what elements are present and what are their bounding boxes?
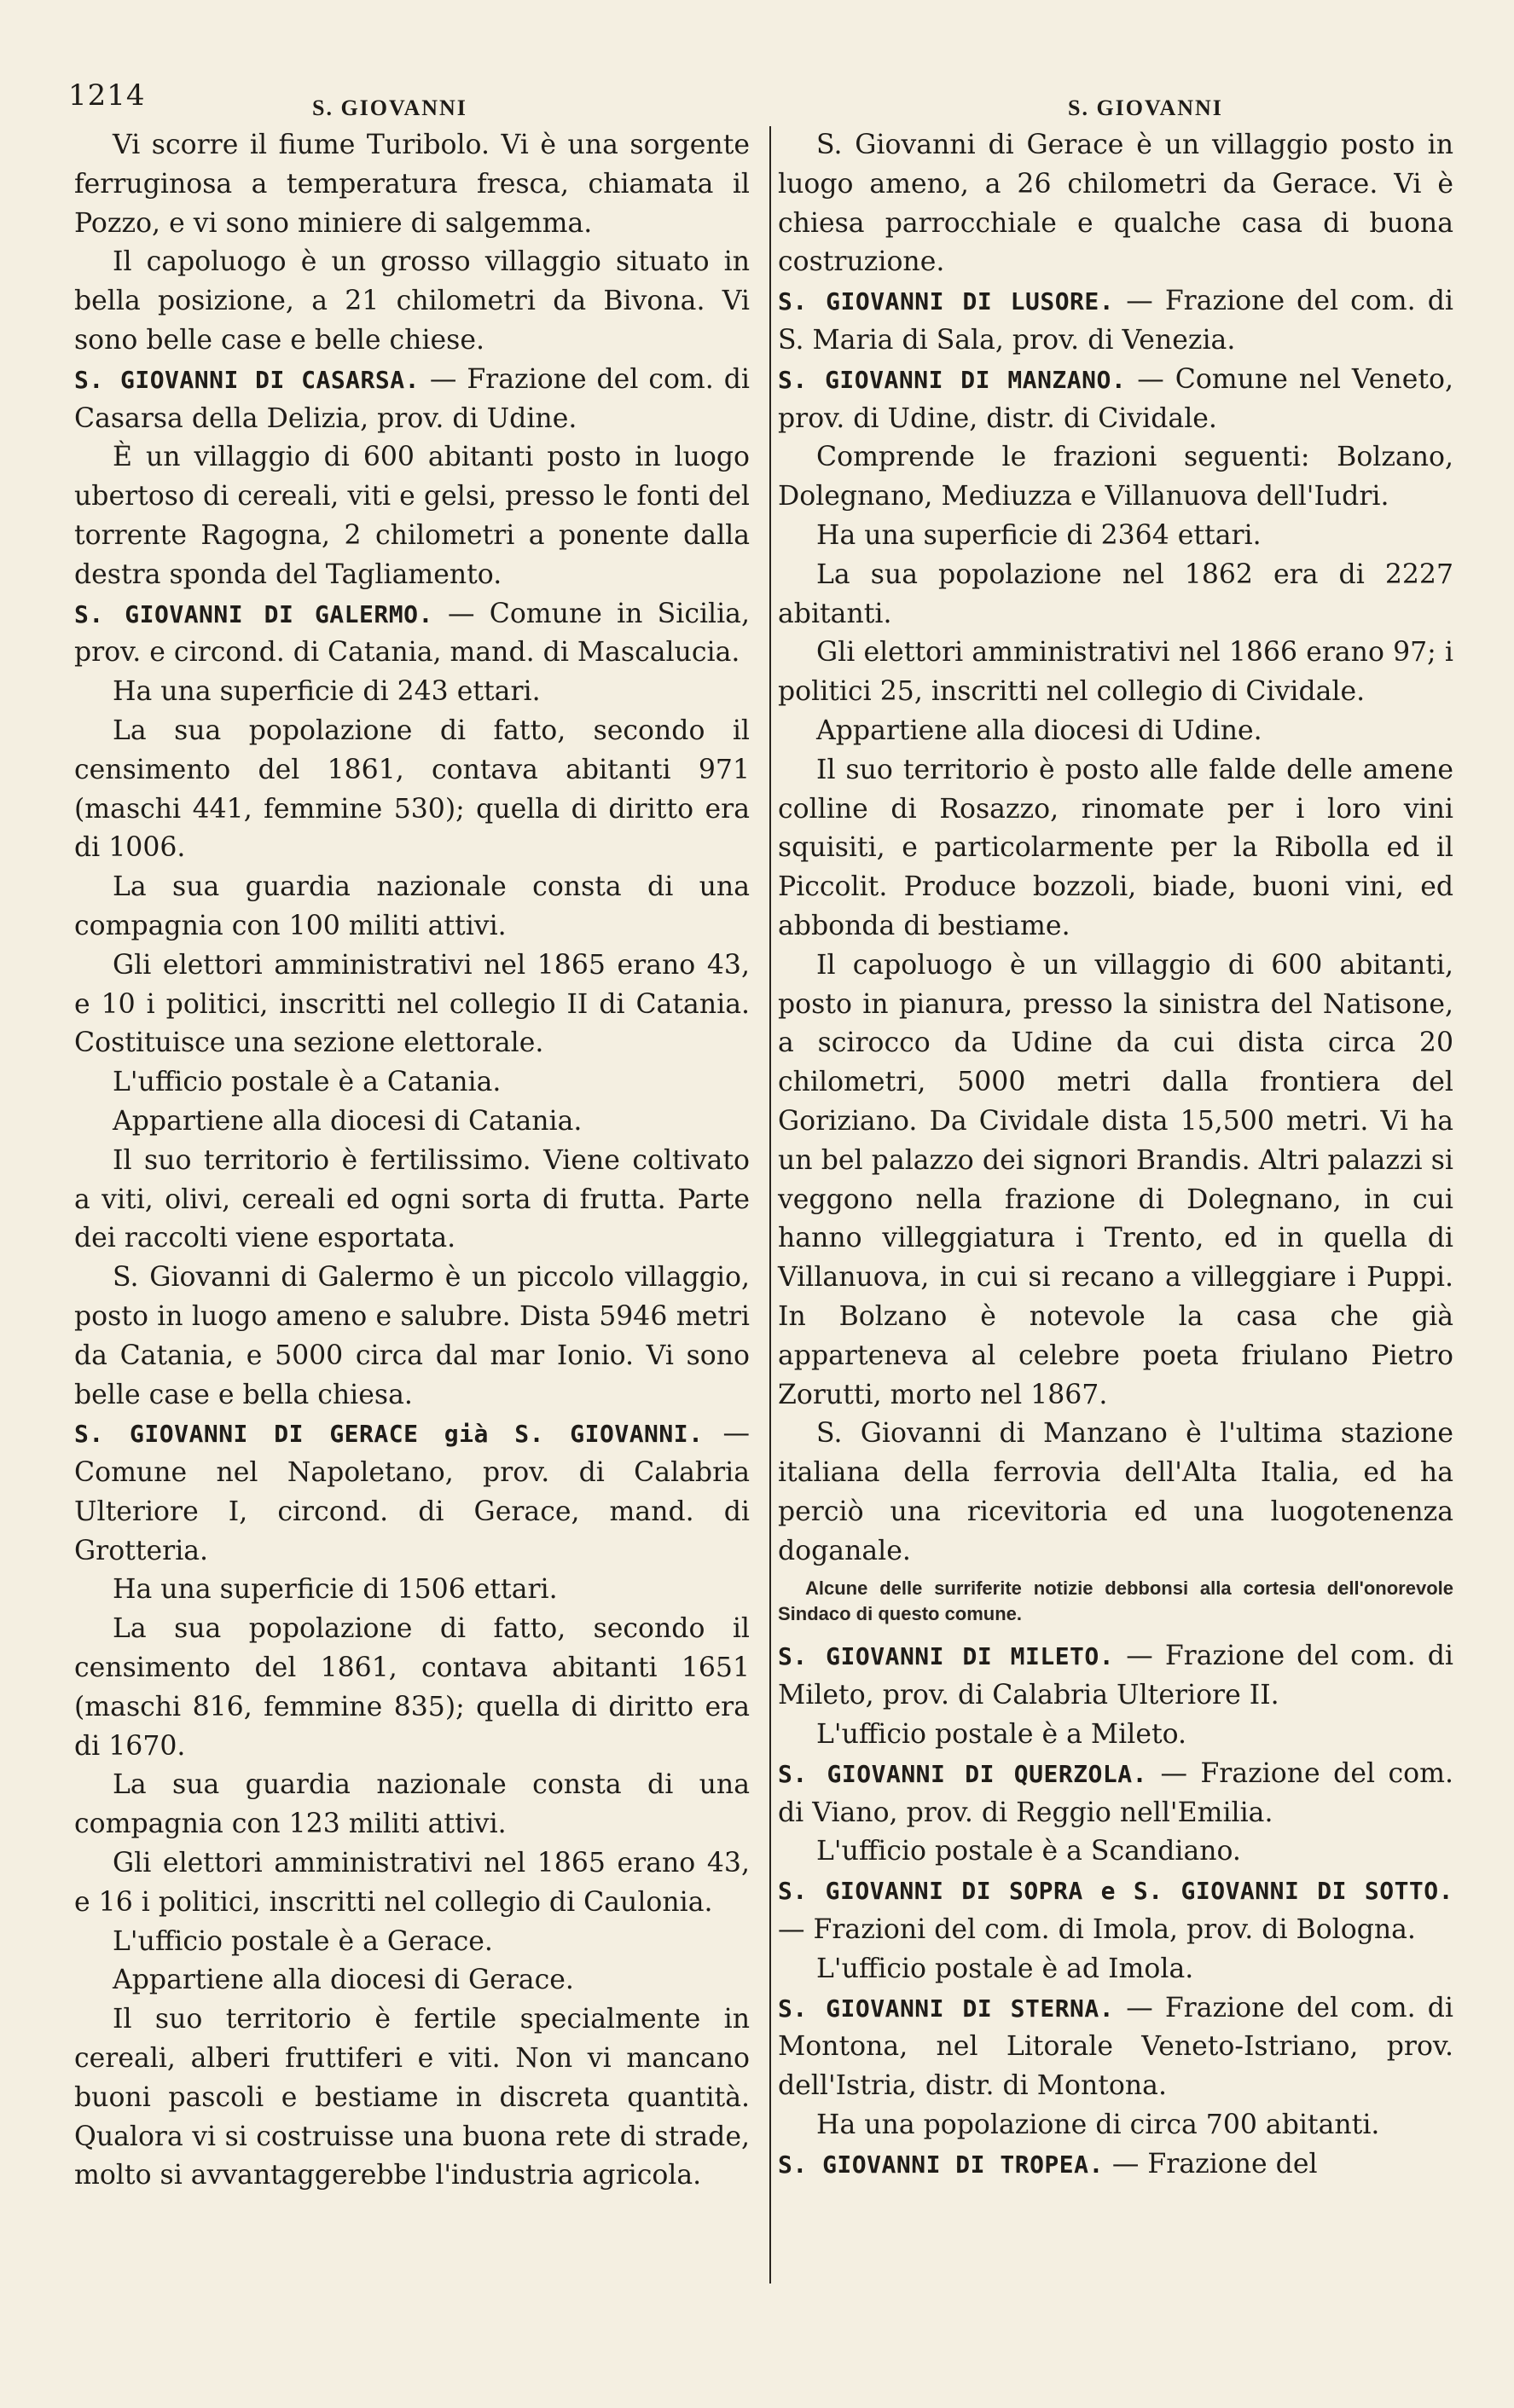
column-divider (769, 126, 771, 2284)
entry-definition: — Frazione del (1103, 2148, 1318, 2179)
body-paragraph: Gli elettori amministrativi nel 1865 erano 43, e 10 i politici, inscritti nel collegio II di Catania. Costituisce una sezione elettorale. (74, 949, 750, 1059)
right-running-head: S. GIOVANNI (1068, 96, 1223, 120)
entry-definition: — Frazione del com. di Mileto, prov. di Calabria Ulteriore II. (778, 1641, 1453, 1711)
entry-headword: S. GIOVANNI DI GALERMO. (74, 599, 433, 628)
gazetteer-entry (778, 1989, 1453, 2106)
body-paragraph: Il capoluogo è un grosso villaggio situato in bella posizione, a 21 chilometri da Bivona. Vi sono belle case e belle chiese. (74, 246, 750, 356)
body-paragraph: Il suo territorio è posto alle falde delle amene colline di Rosazzo, rinomate per i loro vini squisiti, e particolarmente per la Ribolla ed il Piccolit. Produce bozzoli, biade, buoni vini, ed abbonda di bestiame. (778, 754, 1453, 941)
body-paragraph: S. Giovanni di Manzano è l'ultima stazione italiana della ferrovia dell'Alta Italia, ed ha perciò una ricevitoria ed una luogotenenza doganale. (778, 1418, 1453, 1566)
body-paragraph: La sua popolazione nel 1862 era di 2227 abitanti. (778, 559, 1453, 629)
body-paragraph: Ha una superficie di 243 ettari. (113, 676, 541, 708)
entry-definition: — Comune in Sicilia, prov. e circond. di Catania, mand. di Mascalucia. (74, 598, 750, 669)
gazetteer-entry (74, 595, 750, 674)
entry-headword: S. GIOVANNI DI GERACE già S. GIOVANNI. (74, 1420, 704, 1449)
body-paragraph: S. Giovanni di Gerace è un villaggio posto in luogo ameno, a 26 chilometri da Gerace. Vi è chiesa parrocchiale e qualche casa di buona costruzione. (778, 130, 1453, 278)
gazetteer-entry (778, 361, 1453, 439)
entry-definition: — Frazione del com. di Casarsa della Delizia, prov. di Udine. (74, 363, 750, 434)
entry-headword: S. GIOVANNI DI STERNA. (778, 1994, 1115, 2023)
body-paragraph: È un villaggio di 600 abitanti posto in luogo ubertoso di cereali, viti e gelsi, presso le fonti del torrente Ragogna, 2 chilometri a ponente dalla destra sponda del Tagliamento. (74, 442, 750, 590)
body-paragraph: La sua guardia nazionale consta di una compagnia con 100 militi attivi. (74, 871, 750, 941)
entry-definition: — Comune nel Napoletano, prov. di Calabria Ulteriore I, circond. di Gerace, mand. di Grotteria. (74, 1418, 750, 1566)
footnote: Alcune delle surriferite notizie debbonsi alla cortesia dell'onorevole Sindaco di questo comune. (778, 1577, 1453, 1625)
body-paragraph: Ha una superficie di 1506 ettari. (113, 1574, 558, 1606)
body-paragraph: Il capoluogo è un villaggio di 600 abitanti, posto in pianura, presso la sinistra del Natisone, a scirocco da Udine da cui dista circa 20 chilometri, 5000 metri dalla frontiera del Goriziano. Da Cividale dista 15,500 metri. Vi ha un bel palazzo dei signori Brandis. Altri palazzi si veggono nella frazione di Dolegnano, in cui hanno villeggiatura i Trento, ed in quella di Villanuova, in cui si recano a villeggiare i Puppi. In Bolzano è notevole la casa che già apparteneva al celebre poeta friulano Pietro Zorutti, morto nel 1867. (778, 949, 1453, 1410)
entry-headword: S. GIOVANNI DI MANZANO. (778, 365, 1127, 394)
body-paragraph: L'ufficio postale è a Scandiano. (816, 1836, 1241, 1867)
gazetteer-entry (74, 361, 750, 439)
entry-definition: — Frazione del com. di S. Maria di Sala, prov. di Venezia. (778, 286, 1453, 356)
gazetteer-entry (778, 1755, 1453, 1833)
entry-headword: S. GIOVANNI DI LUSORE. (778, 287, 1115, 316)
body-paragraph: L'ufficio postale è a Mileto. (816, 1719, 1187, 1751)
body-paragraph: Appartiene alla diocesi di Udine. (816, 715, 1262, 746)
gazetteer-entry (778, 282, 1453, 361)
entry-headword: S. GIOVANNI DI TROPEA. (778, 2150, 1104, 2179)
body-paragraph: Ha una superficie di 2364 ettari. (816, 519, 1262, 551)
body-paragraph: Gli elettori amministrativi nel 1865 erano 43, e 16 i politici, inscritti nel collegio di Caulonia. (74, 1848, 750, 1918)
entry-definition: — Frazione del com. di Montona, nel Litorale Veneto-Istriano, prov. dell'Istria, distr. di Montona. (778, 1992, 1453, 2102)
entry-definition: — Frazione del com. di Viano, prov. di Reggio nell'Emilia. (778, 1757, 1453, 1828)
body-paragraph: La sua popolazione di fatto, secondo il censimento del 1861, contava abitanti 1651 (maschi 816, femmine 835); quella di diritto era di 1670. (74, 1613, 750, 1762)
entry-definition: — Frazioni del com. di Imola, prov. di Bologna. (778, 1914, 1416, 1946)
right-column (778, 126, 1453, 2185)
body-paragraph: Vi scorre il fiume Turibolo. Vi è una sorgente ferruginosa a temperatura fresca, chiamata il Pozzo, e vi sono miniere di salgemma. (74, 130, 750, 239)
body-paragraph: Il suo territorio è fertilissimo. Viene coltivato a viti, olivi, cereali ed ogni sorta di frutta. Parte dei raccolti viene esportata. (74, 1144, 750, 1254)
body-paragraph: La sua popolazione di fatto, secondo il censimento del 1861, contava abitanti 971 (maschi 441, femmine 530); quella di diritto era di 1006. (74, 715, 750, 864)
body-paragraph: Appartiene alla diocesi di Catania. (113, 1105, 583, 1137)
entry-definition: — Comune nel Veneto, prov. di Udine, distr. di Cividale. (778, 363, 1453, 434)
page-number: 1214 (68, 78, 146, 113)
body-paragraph: La sua guardia nazionale consta di una compagnia con 123 militi attivi. (74, 1769, 750, 1840)
left-running-head: S. GIOVANNI (312, 96, 467, 120)
entry-headword: S. GIOVANNI DI SOPRA e S. GIOVANNI DI SOTTO. (778, 1877, 1453, 1906)
body-paragraph: Gli elettori amministrativi nel 1866 erano 97; i politici 25, inscritti nel collegio di Cividale. (778, 637, 1453, 708)
body-paragraph: Appartiene alla diocesi di Gerace. (113, 1965, 574, 1996)
body-paragraph: Ha una popolazione di circa 700 abitanti. (816, 2110, 1380, 2141)
entry-headword: S. GIOVANNI DI CASARSA. (74, 365, 420, 394)
body-paragraph: L'ufficio postale è a Gerace. (113, 1925, 493, 1957)
left-column (74, 126, 750, 2196)
body-paragraph: Il suo territorio è fertile specialmente in cereali, alberi fruttiferi e viti. Non vi mancano buoni pascoli e bestiame in discreta quantità. Qualora vi si costruisse una buona rete di strade, molto si avvantaggerebbe l'industria agricola. (74, 2004, 750, 2191)
body-paragraph: S. Giovanni di Galermo è un piccolo villaggio, posto in luogo ameno e salubre. Dista 5946 metri da Catania, e 5000 circa dal mar Ionio. Vi sono belle case e bella chiesa. (74, 1262, 750, 1410)
body-paragraph: L'ufficio postale è a Catania. (113, 1067, 502, 1098)
gazetteer-entry (74, 1415, 750, 1571)
body-paragraph: Comprende le frazioni seguenti: Bolzano, Dolegnano, Mediuzza e Villanuova dell'Iudri. (778, 442, 1453, 512)
entry-headword: S. GIOVANNI DI MILETO. (778, 1642, 1115, 1671)
gazetteer-entry (778, 1872, 1453, 1950)
entry-headword: S. GIOVANNI DI QUERZOLA. (778, 1759, 1147, 1788)
gazetteer-entry (778, 2145, 1453, 2185)
body-paragraph: L'ufficio postale è ad Imola. (816, 1953, 1194, 1984)
gazetteer-entry (778, 1637, 1453, 1716)
